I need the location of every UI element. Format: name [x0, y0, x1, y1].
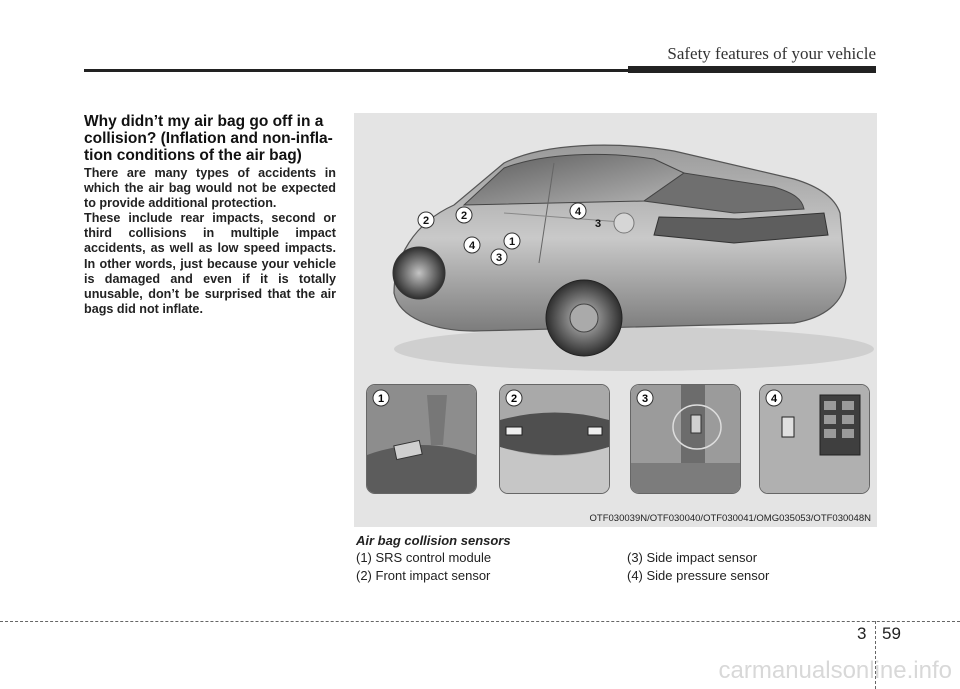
caption-title: Air bag collision sensors [356, 533, 511, 548]
car-marker-2a: 2 [422, 215, 430, 227]
section-heading: Why didn’t my air bag go off in a collision? (Inflation and non-inflation conditions of the air bag) [84, 113, 333, 164]
car-marker-4a: 4 [468, 240, 476, 252]
header-title: Safety features of your vehicle [667, 44, 876, 63]
page-number: 59 [882, 624, 901, 643]
thumbnail-side-impact-sensor [630, 384, 741, 494]
thumbnail-2-label: 2 [510, 393, 518, 405]
thumbnail-side-pressure-sensor [759, 384, 870, 494]
thumbnail-1-label: 1 [377, 393, 385, 405]
figure-panel [354, 113, 877, 527]
legend-item-side-impact: (3) Side impact sensor [627, 550, 758, 565]
legend-item-srs: (1) SRS control module [356, 550, 492, 565]
paragraph-1: There are many types of accidents in which the air bag would not be expected to provide additional protection. [84, 166, 336, 211]
header-rule [84, 69, 628, 72]
paragraph-2: These include rear impacts, second or third collisions in multiple impact accidents, as well as low speed impacts. In other words, just because your vehicle is damaged and even if it is totally unusable, don’t be surprised that the air bags did not inflate. [84, 211, 336, 317]
header-rule-accent [628, 66, 876, 73]
car-marker-3b: 3 [594, 218, 602, 230]
thumbnail-front-sensor [499, 384, 610, 494]
thumbnail-4-label: 4 [770, 393, 778, 405]
watermark: carmanualsonline.info [718, 657, 952, 684]
car-marker-2b: 2 [460, 210, 468, 222]
car-illustration [354, 113, 877, 378]
footer-rule [0, 621, 960, 622]
section-number: 3 [857, 624, 867, 643]
legend-item-front-impact: (2) Front impact sensor [356, 568, 491, 583]
thumbnail-srs-module [366, 384, 477, 494]
figure-code: OTF030039N/OTF030040/OTF030041/OMG035053/OTF030048N [589, 513, 871, 524]
thumbnail-3-label: 3 [641, 393, 649, 405]
car-marker-3a: 3 [495, 252, 503, 264]
car-marker-4b: 4 [574, 206, 582, 218]
legend-item-side-pressure: (4) Side pressure sensor [627, 568, 770, 583]
car-marker-1: 1 [508, 236, 516, 248]
